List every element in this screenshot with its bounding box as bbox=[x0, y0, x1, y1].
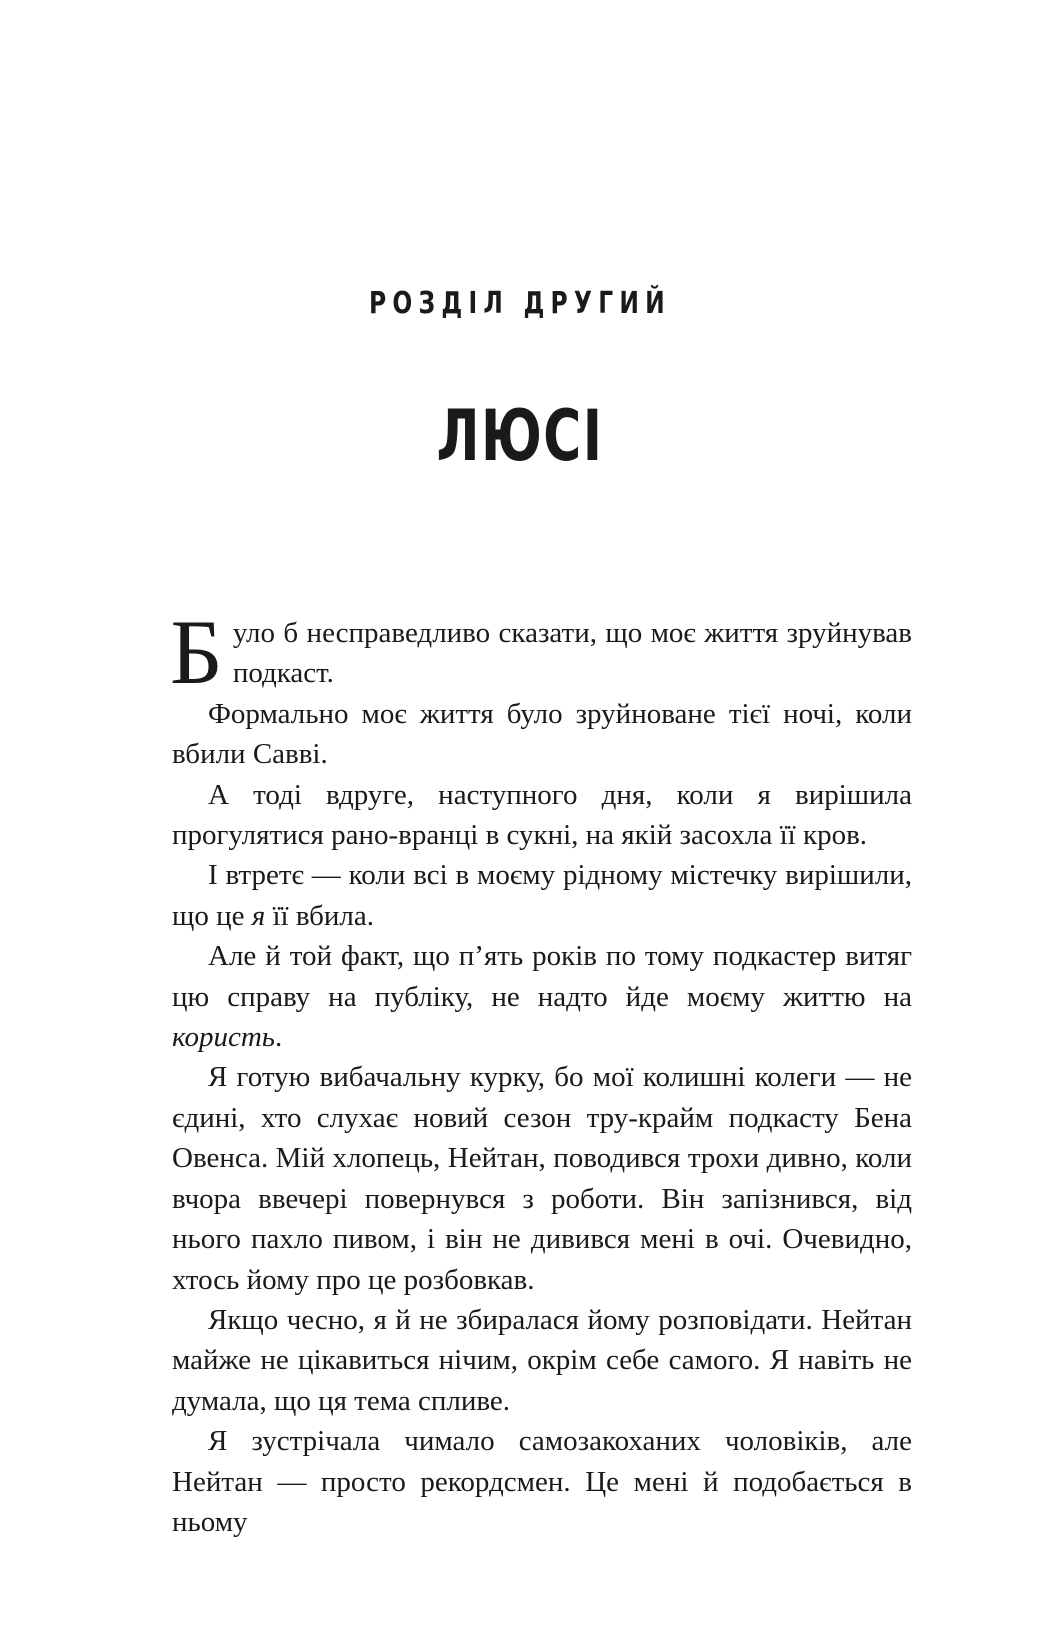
emphasis: користь bbox=[172, 1021, 275, 1054]
paragraph: Якщо чесно, я й не збиралася йому розповідати. Нейтан майже не цікавиться нічим, окрім себе самого. Я навіть не думала, що ця тема спливе. bbox=[172, 1303, 912, 1417]
paragraph-text: уло б несправедливо сказати, що моє життя зруйнував подкаст. bbox=[232, 617, 912, 690]
paragraph-text: Але й той факт, що п’ять років по тому подкастер витяг цю справу на публіку, не надто йде моєму життю на bbox=[172, 940, 912, 1013]
body-text bbox=[170, 601, 912, 1542]
paragraph bbox=[172, 936, 912, 1057]
paragraph: Я зустрічала чимало самозакоханих чоловіків, але Нейтан — просто рекордсмен. Це мені й подобається в ньому bbox=[172, 1425, 912, 1538]
chapter-label: РОЗДІЛ ДРУГИЙ bbox=[368, 286, 672, 321]
emphasis: я bbox=[251, 899, 266, 932]
chapter-title: ЛЮСІ bbox=[436, 395, 604, 477]
paragraph bbox=[170, 601, 912, 703]
paragraph-text: . bbox=[274, 1021, 283, 1054]
paragraph-text: її вбила. bbox=[265, 899, 375, 932]
drop-cap: Б bbox=[170, 601, 223, 703]
paragraph: Я готую вибачальну курку, бо мої колишні колеги — не єдині, хто слухає новий сезон тру-крайм подкасту Бена Овенса. Мій хлопець, Нейтан, поводився трохи дивно, коли вчора ввечері повернувся з роботи. Він запізнився, від нього пахло пивом, і він не дивився мені в очі. Очевидно, хтось йому про це розбовкав. bbox=[172, 1061, 912, 1296]
paragraph-text: І втретє — коли всі в моєму рідному містечку вирішили, що це bbox=[172, 859, 912, 932]
paragraph: А тоді вдруге, наступного дня, коли я вирішила прогулятися рано-вранці в сукні, на якій засохла її кров. bbox=[172, 778, 912, 852]
paragraph: Формально моє життя було зруйноване тієї ночі, коли вбили Савві. bbox=[172, 697, 912, 771]
paragraph bbox=[172, 855, 912, 936]
